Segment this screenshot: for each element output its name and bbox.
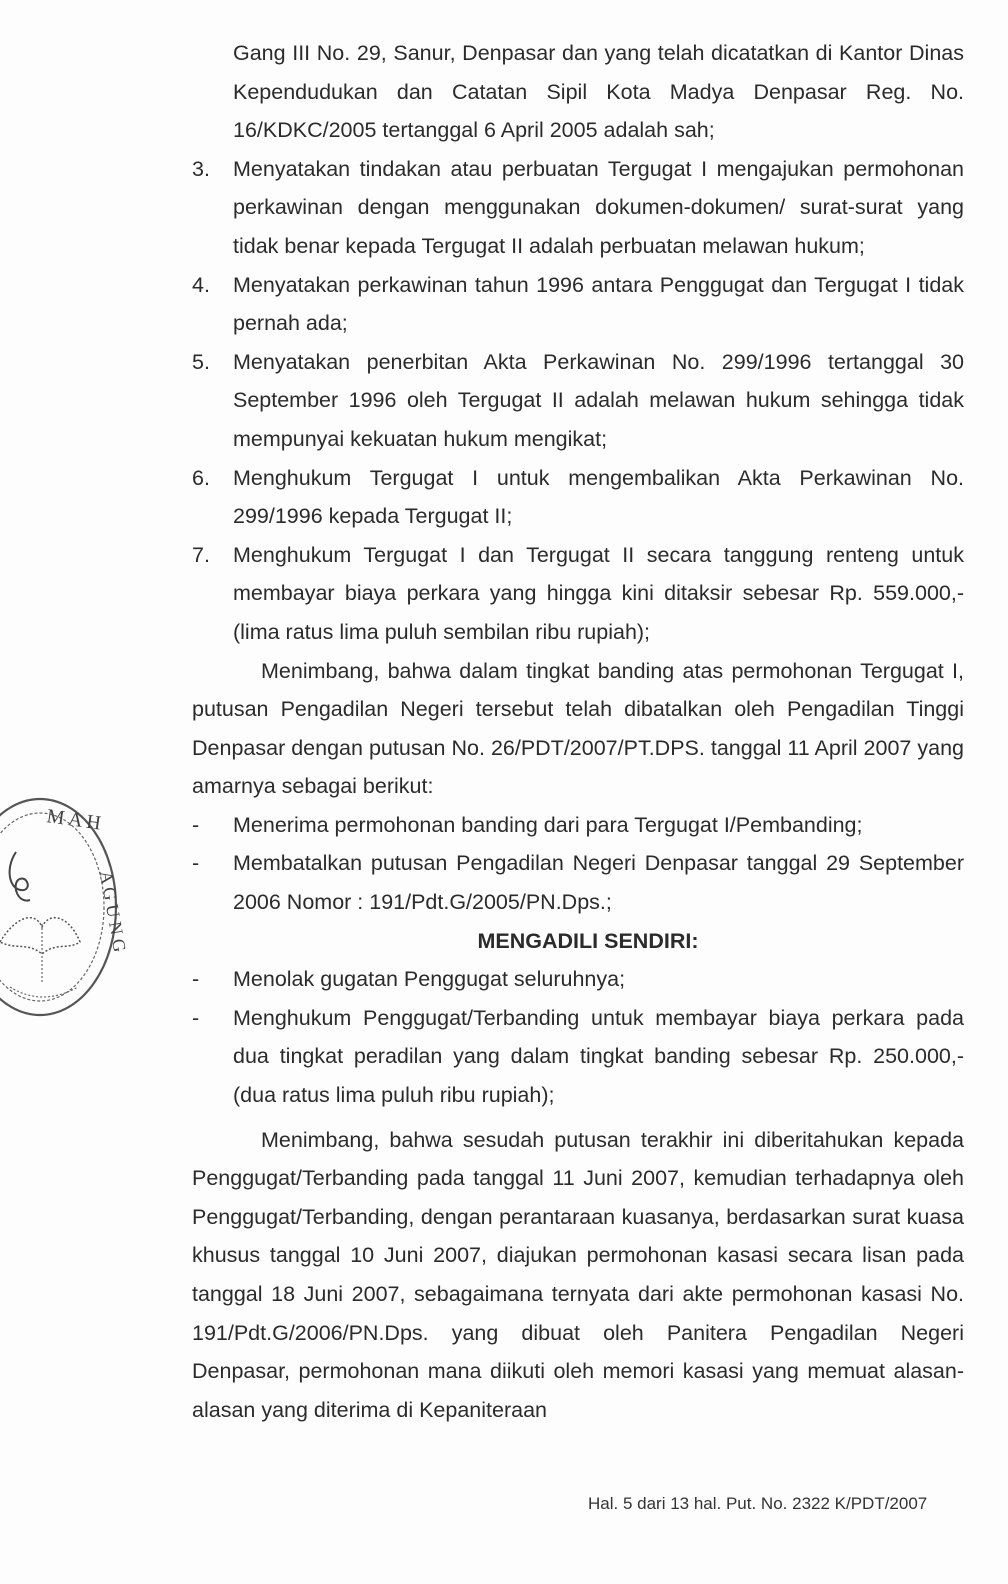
list-text: Menyatakan tindakan atau perbuatan Tergugat I mengajukan permohonan perkawinan dengan menggunakan dokumen-dokumen/ surat-surat yang tidak benar kepada Tergugat II adalah perbuatan melawan hukum; xyxy=(233,156,964,258)
list-dash: - xyxy=(192,967,200,992)
section-heading: MENGADILI SENDIRI: xyxy=(477,928,699,953)
list-text: Menyatakan penerbitan Akta Perkawinan No. 299/1996 tertanggal 30 September 1996 oleh Tergugat II adalah melawan hukum sehingga tidak mempunyai kekuatan hukum mengikat; xyxy=(233,349,964,451)
list-item xyxy=(192,266,964,343)
page-footer: Hal. 5 dari 13 hal. Put. No. 2322 K/PDT/2007 xyxy=(588,1494,928,1513)
list-text: Menyatakan perkawinan tahun 1996 antara Penggugat dan Tergugat I tidak pernah ada; xyxy=(233,272,964,336)
list-text: Menghukum Tergugat I dan Tergugat II secara tanggung renteng untuk membayar biaya perkara yang hingga kini ditaksir sebesar Rp. 559.000,- (lima ratus lima puluh sembilan ribu rupiah); xyxy=(233,542,964,644)
list-number: 4. xyxy=(192,272,210,297)
list-item xyxy=(192,844,964,921)
list-text: Menghukum Tergugat I untuk mengembalikan Akta Perkawinan No. 299/1996 kepada Tergugat II; xyxy=(233,465,964,529)
document-body xyxy=(192,34,964,1429)
list-dash: - xyxy=(192,812,200,837)
list-item xyxy=(192,150,964,266)
list-dash: - xyxy=(192,851,200,876)
list-item xyxy=(192,459,964,536)
list-item xyxy=(192,999,964,1115)
list-text: Menerima permohonan banding dari para Tergugat I/Pembanding; xyxy=(233,812,863,837)
list-item xyxy=(192,536,964,652)
list-text: Membatalkan putusan Pengadilan Negeri Denpasar tanggal 29 September 2006 Nomor : 191/Pdt.G/2005/PN.Dps.; xyxy=(233,851,964,915)
list-dash: - xyxy=(192,1005,200,1030)
paragraph-menimbang-banding: Menimbang, bahwa dalam tingkat banding atas permohonan Tergugat I, putusan Pengadilan Negeri tersebut telah dibatalkan oleh Pengadilan Tinggi Denpasar dengan putusan No. 26/PDT/2007/PT.DPS. tanggal 11 April 2007 yang amarnya sebagai berikut: xyxy=(192,658,964,799)
list-item xyxy=(192,806,964,845)
list-text: Menolak gugatan Penggugat seluruhnya; xyxy=(233,967,626,992)
list-number: 5. xyxy=(192,349,210,374)
svg-text:M A H: M A H xyxy=(45,805,103,835)
list-item xyxy=(192,343,964,459)
list-number: 7. xyxy=(192,542,210,567)
list-item xyxy=(192,960,964,999)
svg-text:A G U N G: A G U N G xyxy=(96,869,130,954)
paragraph-menimbang-kasasi: Menimbang, bahwa sesudah putusan terakhir ini diberitahukan kepada Penggugat/Terbanding pada tanggal 11 Juni 2007, kemudian terhadapnya oleh Penggugat/Terbanding, dengan perantaraan kuasanya, berdasarkan surat kuasa khusus tanggal 10 Juni 2007, diajukan permohonan kasasi secara lisan pada tanggal 18 Juni 2007, sebagaimana ternyata dari akte permohonan kasasi No. 191/Pdt.G/2006/PN.Dps. yang dibuat oleh Panitera Pengadilan Negeri Denpasar, permohonan mana diikuti oleh memori kasasi yang memuat alasan-alasan yang diterima di Kepaniteraan xyxy=(192,1127,964,1422)
list-number: 6. xyxy=(192,465,210,490)
list-number: 3. xyxy=(192,156,210,181)
court-seal-stamp xyxy=(0,792,130,1022)
list-text: Menghukum Penggugat/Terbanding untuk membayar biaya perkara pada dua tingkat peradilan yang dalam tingkat banding sebesar Rp. 250.000,- (dua ratus lima puluh ribu rupiah); xyxy=(233,1005,964,1108)
continued-paragraph: Gang III No. 29, Sanur, Denpasar dan yang telah dicatatkan di Kantor Dinas Kependudukan dan Catatan Sipil Kota Madya Denpasar Reg. No. 16/KDKC/2005 tertanggal 6 April 2005 adalah sah; xyxy=(233,41,964,143)
